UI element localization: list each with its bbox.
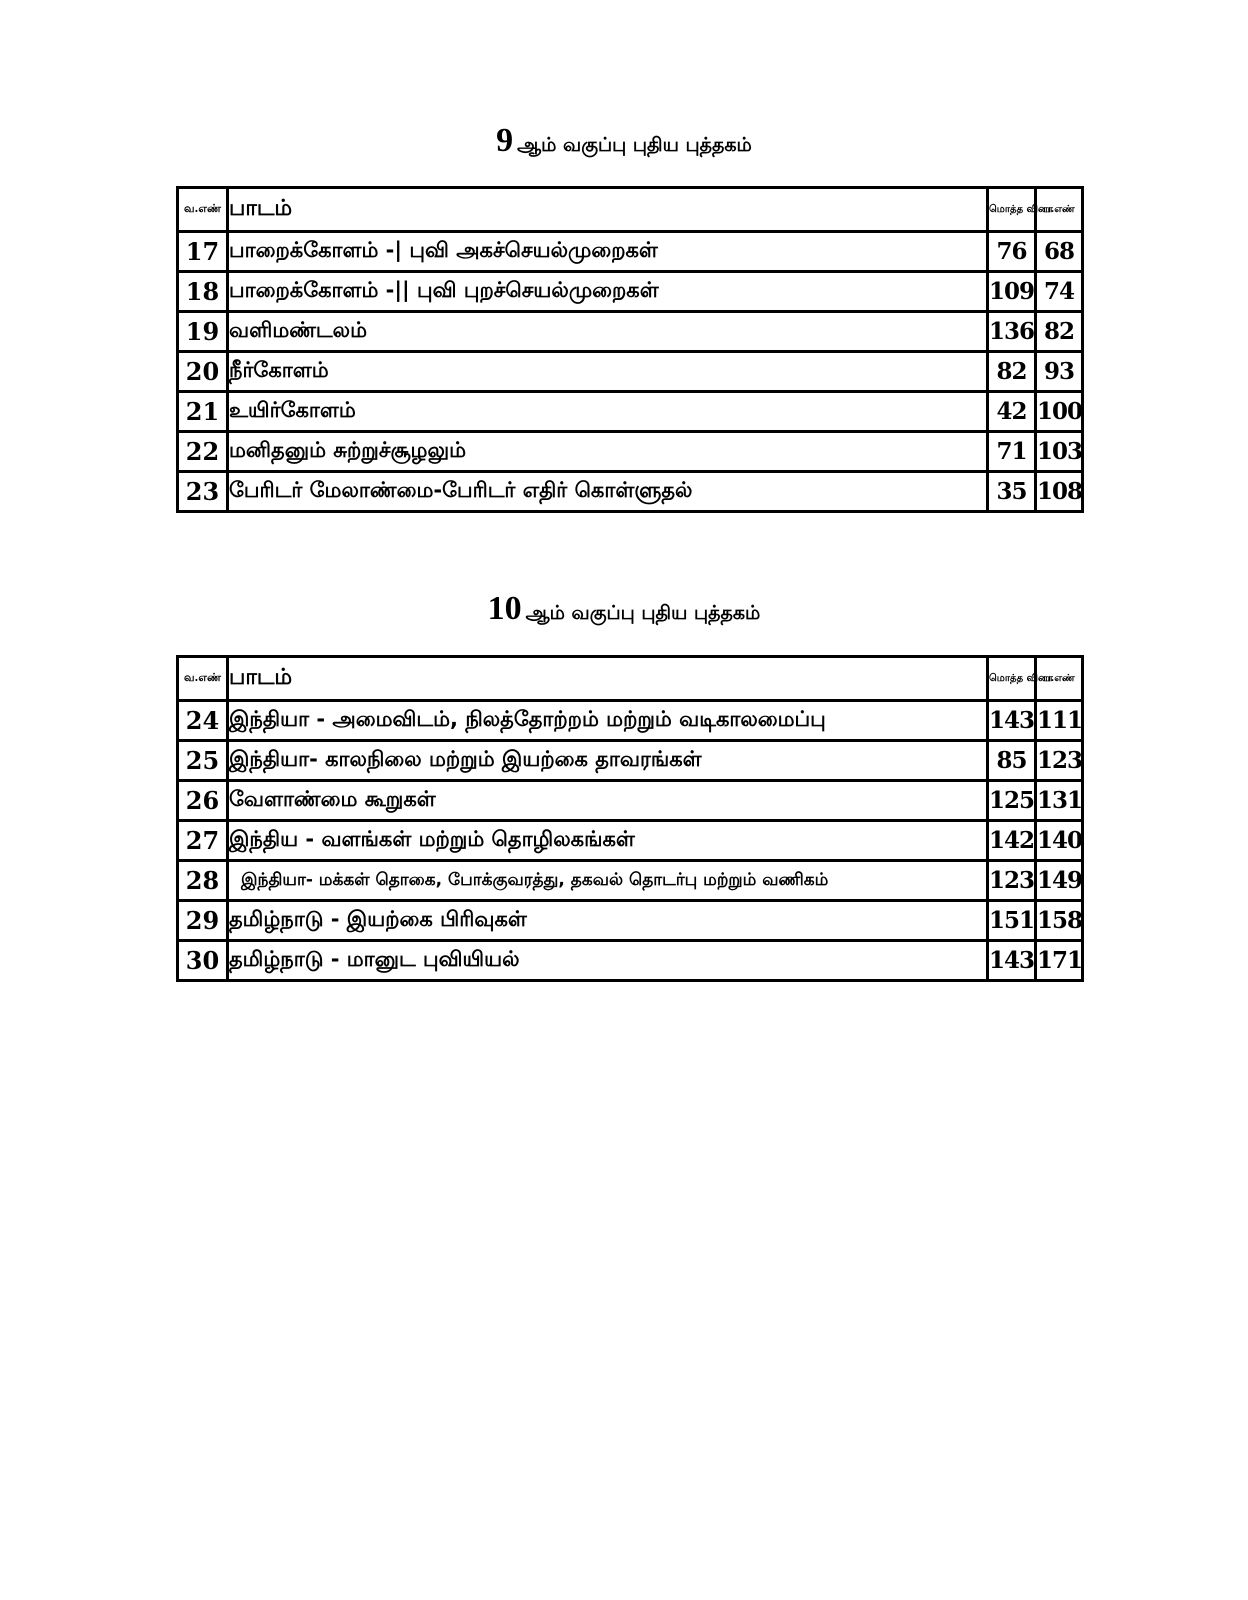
- table-row: [178, 472, 1083, 512]
- table-row: [178, 272, 1083, 312]
- row-page-no: 68: [1036, 232, 1083, 272]
- row-lesson: பாறைக்கோளம் -| புவி அகச்செயல்முறைகள்: [228, 232, 988, 272]
- section-title-class-9: [0, 122, 1248, 160]
- row-serial-no: 28: [178, 861, 228, 901]
- row-lesson: வளிமண்டலம்: [228, 312, 988, 352]
- table-row: [178, 232, 1083, 272]
- row-serial-no: 24: [178, 701, 228, 741]
- row-page-no: 82: [1036, 312, 1083, 352]
- row-total-questions: 143: [988, 701, 1036, 741]
- row-serial-no: 22: [178, 432, 228, 472]
- section-title-number: 9: [496, 122, 514, 159]
- row-page-no: 131: [1036, 781, 1083, 821]
- header-page-no: ப.எண்: [1036, 657, 1083, 701]
- row-serial-no: 18: [178, 272, 228, 312]
- row-page-no: 93: [1036, 352, 1083, 392]
- row-lesson: இந்தியா- மக்கள் தொகை, போக்குவரத்து, தகவல் தொடர்பு மற்றும் வணிகம்: [228, 861, 988, 901]
- row-serial-no: 19: [178, 312, 228, 352]
- row-total-questions: 143: [988, 941, 1036, 981]
- row-serial-no: 25: [178, 741, 228, 781]
- row-serial-no: 23: [178, 472, 228, 512]
- row-lesson: இந்தியா- காலநிலை மற்றும் இயற்கை தாவரங்கள்: [228, 741, 988, 781]
- row-lesson: நீர்கோளம்: [228, 352, 988, 392]
- table-row: [178, 352, 1083, 392]
- row-serial-no: 26: [178, 781, 228, 821]
- row-total-questions: 76: [988, 232, 1036, 272]
- row-serial-no: 17: [178, 232, 228, 272]
- table-row: [178, 861, 1083, 901]
- row-total-questions: 123: [988, 861, 1036, 901]
- row-total-questions: 125: [988, 781, 1036, 821]
- table-row: [178, 821, 1083, 861]
- row-page-no: 103: [1036, 432, 1083, 472]
- lesson-table-class-9: [176, 186, 1084, 513]
- table-row: [178, 312, 1083, 352]
- row-lesson: வேளாண்மை கூறுகள்: [228, 781, 988, 821]
- section-title-class-10: [0, 590, 1248, 628]
- table-header-row: [178, 188, 1083, 232]
- row-page-no: 100: [1036, 392, 1083, 432]
- row-serial-no: 30: [178, 941, 228, 981]
- row-lesson: இந்திய - வளங்கள் மற்றும் தொழிலகங்கள்: [228, 821, 988, 861]
- lesson-table-class-10: [176, 655, 1084, 982]
- row-lesson: தமிழ்நாடு - இயற்கை பிரிவுகள்: [228, 901, 988, 941]
- row-lesson: தமிழ்நாடு - மானுட புவியியல்: [228, 941, 988, 981]
- row-page-no: 123: [1036, 741, 1083, 781]
- header-serial-no: வ.எண்: [178, 657, 228, 701]
- row-page-no: 149: [1036, 861, 1083, 901]
- row-lesson: இந்தியா - அமைவிடம், நிலத்தோற்றம் மற்றும் வடிகாலமைப்பு: [228, 701, 988, 741]
- table-row: [178, 432, 1083, 472]
- row-total-questions: 85: [988, 741, 1036, 781]
- row-total-questions: 142: [988, 821, 1036, 861]
- row-page-no: 111: [1036, 701, 1083, 741]
- row-page-no: 74: [1036, 272, 1083, 312]
- header-total-questions: மொத்த வினா: [988, 188, 1036, 232]
- row-serial-no: 20: [178, 352, 228, 392]
- row-total-questions: 136: [988, 312, 1036, 352]
- row-serial-no: 21: [178, 392, 228, 432]
- row-page-no: 171: [1036, 941, 1083, 981]
- row-total-questions: 42: [988, 392, 1036, 432]
- row-page-no: 158: [1036, 901, 1083, 941]
- table-row: [178, 901, 1083, 941]
- header-page-no: ப.எண்: [1036, 188, 1083, 232]
- header-lesson: பாடம்: [228, 657, 988, 701]
- row-page-no: 108: [1036, 472, 1083, 512]
- table-row: [178, 781, 1083, 821]
- header-serial-no: வ.எண்: [178, 188, 228, 232]
- row-page-no: 140: [1036, 821, 1083, 861]
- header-lesson: பாடம்: [228, 188, 988, 232]
- table-row: [178, 392, 1083, 432]
- header-total-questions: மொத்த வினா: [988, 657, 1036, 701]
- section-title-number: 10: [487, 590, 522, 627]
- section-title-text: ஆம் வகுப்பு புதிய புத்தகம்: [517, 134, 752, 156]
- row-serial-no: 27: [178, 821, 228, 861]
- row-lesson: உயிர்கோளம்: [228, 392, 988, 432]
- row-total-questions: 151: [988, 901, 1036, 941]
- table-row: [178, 941, 1083, 981]
- section-title-text: ஆம் வகுப்பு புதிய புத்தகம்: [525, 602, 761, 624]
- row-serial-no: 29: [178, 901, 228, 941]
- table-header-row: [178, 657, 1083, 701]
- row-total-questions: 109: [988, 272, 1036, 312]
- row-lesson: மனிதனும் சுற்றுச்சூழலும்: [228, 432, 988, 472]
- row-total-questions: 71: [988, 432, 1036, 472]
- row-lesson: பேரிடர் மேலாண்மை-பேரிடர் எதிர் கொள்ளுதல்: [228, 472, 988, 512]
- table-row: [178, 701, 1083, 741]
- row-total-questions: 82: [988, 352, 1036, 392]
- table-row: [178, 741, 1083, 781]
- row-total-questions: 35: [988, 472, 1036, 512]
- row-lesson: பாறைக்கோளம் -|| புவி புறச்செயல்முறைகள்: [228, 272, 988, 312]
